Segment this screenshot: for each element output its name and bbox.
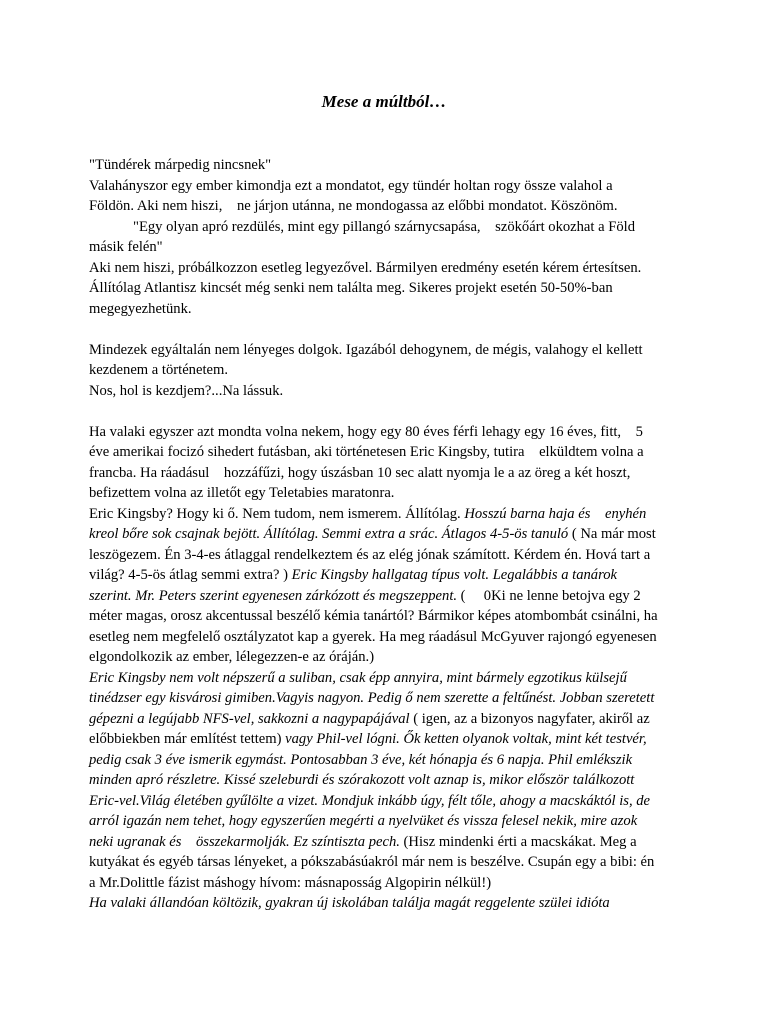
text-line xyxy=(89,196,689,217)
text-line xyxy=(89,586,689,607)
text-run: másik felén" xyxy=(89,239,163,255)
text-run: "Tündérek márpedig nincsnek" xyxy=(89,157,272,173)
text-run: ( igen, az a bizonyos nagyfater, akiről az xyxy=(409,710,650,727)
italic-text-run: Hosszú barna haja és enyhén xyxy=(464,505,647,522)
text-run: Nos, hol is kezdjem?...Na lássuk. xyxy=(89,382,284,399)
paragraph-gap xyxy=(89,401,689,422)
text-line xyxy=(89,524,689,545)
text-run: francba. Ha ráadásul hozzáfűzi, hogy úszásban 10 sec alatt nyomja le a az öreg a két hoszt, xyxy=(89,464,631,481)
text-line xyxy=(89,709,689,730)
text-line xyxy=(89,873,689,894)
text-run: elgondolkozik az ember, lélegezzen-e az óráján.) xyxy=(89,649,375,665)
italic-text-run: Eric-vel.Világ életében gyűlölte a vizet. Mondjuk inkább úgy, félt tőle, ahogy a macskáktól is, de xyxy=(89,792,651,809)
text-line xyxy=(89,340,689,361)
text-run: kezdenem a történetem. xyxy=(89,362,228,378)
text-line xyxy=(89,545,689,566)
text-run: ( 0Ki ne lenne betojva egy 2 xyxy=(457,587,641,604)
paragraph-gap xyxy=(89,319,689,340)
text-line xyxy=(89,750,689,771)
text-run: befizettem volna az illetőt egy Teletabies maratonra. xyxy=(89,485,395,501)
text-line xyxy=(89,770,689,791)
text-run: esetleg nem megfelelő osztályzatot kap a gyerek. Ha meg ráadásul McGyuver rajongó egyenesen xyxy=(89,628,657,645)
text-line xyxy=(89,463,689,484)
italic-text-run: neki ugranak és összekarmolják. Ez színtiszta pech. xyxy=(89,833,400,850)
text-line xyxy=(89,237,689,258)
text-line xyxy=(89,483,689,504)
italic-text-run: arról igazán nem tehet, hogy egyszerűen megérti a nyelvüket és vissza felesel nekik, mire azok xyxy=(89,813,638,829)
text-line xyxy=(89,176,689,197)
text-run: Mindezek egyáltalán nem lényeges dolgok. Igazából dehogynem, de mégis, valahogy el kellett xyxy=(89,341,643,358)
text-run: méter magas, orosz akcentussal beszélő kémia tanártól? Bármikor képes atombombát csinálni, ha xyxy=(89,608,658,624)
italic-text-run: Ha valaki állandóan költözik, gyakran új iskolában találja magát reggelente szülei idióta xyxy=(89,895,610,911)
text-run: kutyákat és egyéb társas lényeket, a pókszabásúakról már nem is beszélve. Csupán egy a bibi: én xyxy=(89,854,655,870)
text-line xyxy=(89,504,689,525)
text-line xyxy=(89,565,689,586)
text-line xyxy=(89,381,689,402)
document-title: Mese a múltból… xyxy=(321,92,447,111)
text-line xyxy=(89,299,689,320)
text-line xyxy=(89,258,689,279)
text-line xyxy=(89,606,689,627)
text-run: a Mr.Dolittle fázist máshogy hívom: másnaposság Algopirin nélkül!) xyxy=(89,874,492,891)
italic-text-run: kreol bőre sok csajnak bejött. Állítólag. Semmi extra a srác. Átlagos 4-5-ös tanuló xyxy=(89,526,569,542)
italic-text-run: Eric Kingsby hallgatag típus volt. Legalábbis a tanárok xyxy=(291,567,618,583)
document-body xyxy=(89,155,689,914)
text-run: éve amerikai focizó sihedert futásban, aki történetesen Eric Kingsby, tutira elküldtem volna a xyxy=(89,444,644,460)
text-line xyxy=(89,627,689,648)
text-line xyxy=(89,422,689,443)
text-line xyxy=(89,852,689,873)
text-run: világ? 4-5-ös átlag semmi extra? ) xyxy=(89,567,292,583)
text-run: Állítólag Atlantisz kincsét még senki nem találta meg. Sikeres projekt esetén 50-50%-ban xyxy=(89,280,613,296)
italic-text-run: szerint. Mr. Peters szerint egyenesen zárkózott és megszeppent. xyxy=(89,587,458,604)
italic-text-run: gépezni a legújabb NFS-vel, sakkozni a nagypapájával xyxy=(89,710,410,727)
text-line xyxy=(89,647,689,668)
text-line xyxy=(89,688,689,709)
text-run: Ha valaki egyszer azt mondta volna nekem, hogy egy 80 éves férfi lehagy egy 16 éves, fitt, 5 xyxy=(89,423,643,440)
text-line xyxy=(89,893,689,914)
text-run: megegyezhetünk. xyxy=(89,300,192,317)
text-run: Eric Kingsby? Hogy ki ő. Nem tudom, nem ismerem. Állítólag. xyxy=(89,505,465,522)
text-line xyxy=(89,217,689,238)
text-line xyxy=(89,729,689,750)
text-line xyxy=(89,278,689,299)
text-line xyxy=(89,155,689,176)
text-run: Valahányszor egy ember kimondja ezt a mondatot, egy tündér holtan rogy össze valahol a xyxy=(89,177,613,194)
text-run: Aki nem hiszi, próbálkozzon esetleg legyezővel. Bármilyen eredmény esetén kérem értesítsen. xyxy=(89,259,642,276)
text-line xyxy=(89,791,689,812)
text-run: Földön. Aki nem hiszi, ne járjon utánna, ne mondogassa az előbbi mondatot. Köszönöm. xyxy=(89,198,618,214)
text-line xyxy=(89,360,689,381)
text-line xyxy=(89,832,689,853)
italic-text-run: vagy Phil-vel lógni. Ők ketten olyanok voltak, mint két testvér, xyxy=(285,731,647,747)
text-run: "Egy olyan apró rezdülés, mint egy pillangó szárnycsapása, szökőárt okozhat a Föld xyxy=(133,218,636,235)
text-run: előbbiekben már említést tettem) xyxy=(89,731,286,747)
italic-text-run: Eric Kingsby nem volt népszerű a suliban, csak épp annyira, mint bármely egzotikus külsejű xyxy=(89,669,627,686)
italic-text-run: tinédzser egy kisvárosi gimiben.Vagyis nagyon. Pedig ő nem szerette a feltűnést. Jobban szeretett xyxy=(89,690,655,706)
text-line xyxy=(89,811,689,832)
italic-text-run: pedig csak 3 éve ismerik egymást. Pontosabban 3 éve, két hónapja és 6 napja. Phil emlékszik xyxy=(89,751,633,768)
text-run: ( Na már most xyxy=(568,526,656,542)
text-line xyxy=(89,442,689,463)
italic-text-run: minden apró részletre. Kissé szeleburdi és szórakozott volt aznap is, mikor először találkozott xyxy=(89,772,635,788)
text-run: leszögezem. Én 3-4-es átlaggal rendelkeztem és az elég jónak számított. Kérdem én. Hová tart a xyxy=(89,546,651,563)
text-line xyxy=(89,668,689,689)
text-run: (Hisz mindenki érti a macskákat. Meg a xyxy=(399,833,637,850)
